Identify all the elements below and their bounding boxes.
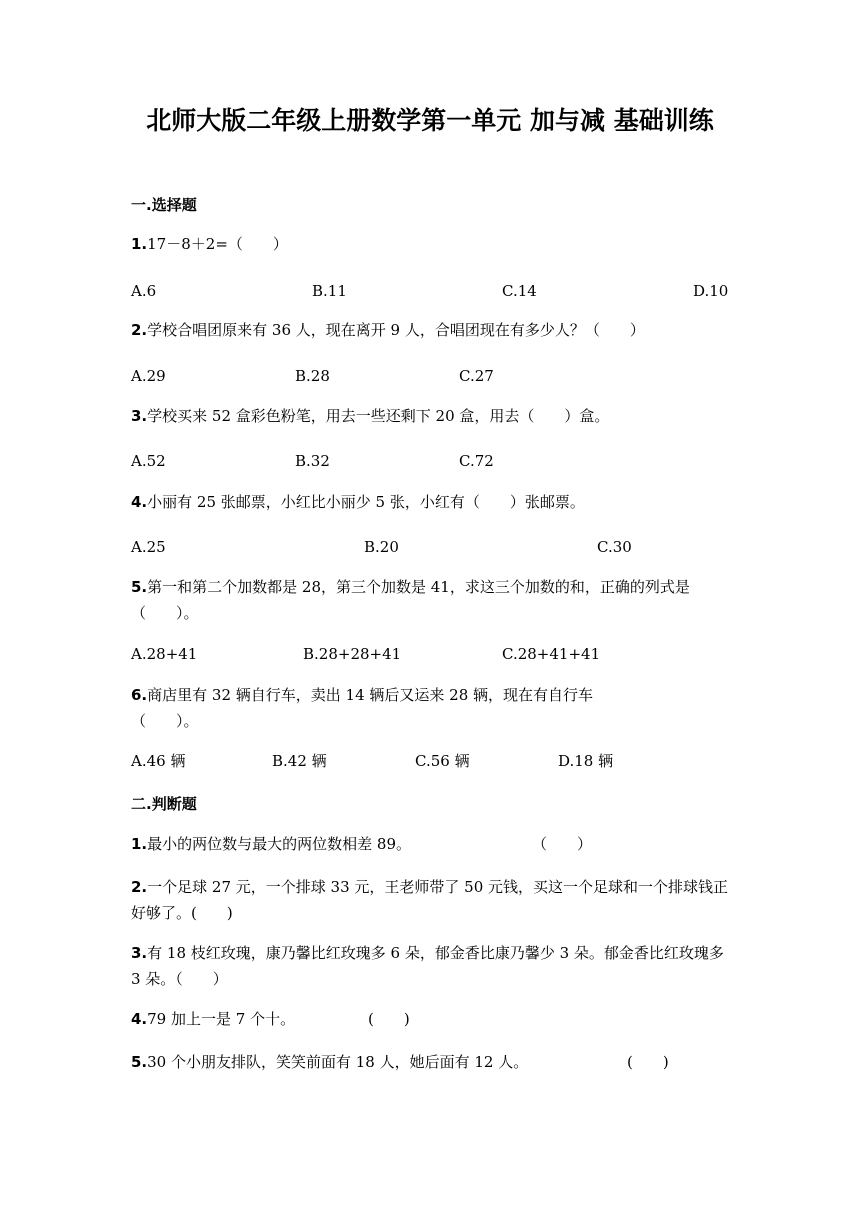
question-text: 学校买来 52 盒彩色粉笔，用去一些还剩下 20 盒，用去（ ）盒。 [147,407,610,425]
section-heading-judge: 二.判断题 [131,795,197,813]
question-number: 2. [131,878,148,896]
option-c: C.30 [597,538,632,556]
option-a: A.29 [131,367,166,385]
option-a: A.28+41 [131,645,198,663]
option-a: A.46 辆 [131,752,186,770]
choice-question-5 [131,574,731,626]
question-text: 79 加上一是 7 个十。 [147,1010,296,1028]
option-b: B.32 [295,452,330,470]
option-a: A.6 [131,282,157,300]
option-a: A.52 [131,452,166,470]
question-text: 商店里有 32 辆自行车，卖出 14 辆后又运来 28 辆，现在有自行车（ ）。 [131,686,594,730]
question-text: 小丽有 25 张邮票，小红比小丽少 5 张，小红有（ ）张邮票。 [147,493,585,511]
option-a: A.25 [131,538,166,556]
question-text: 17－8＋2=（ ） [147,235,288,253]
option-c: C.56 辆 [415,752,470,770]
question-number: 3. [131,944,148,962]
answer-blank: ( ) [627,1053,669,1071]
question-text: 第一和第二个加数都是 28，第三个加数是 41，求这三个加数的和，正确的列式是（ ）。 [131,578,690,622]
judge-question-3 [131,940,731,992]
option-c: C.27 [459,367,494,385]
option-c: C.72 [459,452,494,470]
question-number: 1. [131,835,148,853]
choice-question-4 [131,489,731,515]
question-number: 5. [131,1053,148,1071]
option-c: C.28+41+41 [502,645,601,663]
choice-question-2 [131,317,731,343]
question-text: 学校合唱团原来有 36 人，现在离开 9 人，合唱团现在有多少人？（ ） [147,321,645,339]
option-b: B.42 辆 [272,752,327,770]
section-heading-choice: 一.选择题 [131,196,197,214]
option-c: C.14 [502,282,537,300]
question-number: 2. [131,321,148,339]
answer-blank: （ ） [532,835,593,853]
judge-question-2 [131,874,731,926]
question-text: 30 个小朋友排队，笑笑前面有 18 人，她后面有 12 人。 [147,1053,529,1071]
question-text: 最小的两位数与最大的两位数相差 89。 [147,835,411,853]
question-number: 4. [131,1010,148,1028]
page-title: 北师大版二年级上册数学第一单元 加与减 基础训练 [146,106,714,135]
answer-blank: ( ) [368,1010,410,1028]
question-number: 3. [131,407,148,425]
option-b: B.28+28+41 [303,645,402,663]
question-number: 5. [131,578,148,596]
choice-question-1 [131,231,731,257]
option-b: B.20 [364,538,399,556]
question-number: 4. [131,493,148,511]
question-text: 有 18 枝红玫瑰，康乃馨比红玫瑰多 6 朵，郁金香比康乃馨少 3 朵。郁金香比红玫瑰多 3 朵。（ ） [131,944,724,988]
question-text: 一个足球 27 元，一个排球 33 元，王老师带了 50 元钱，买这一个足球和一个排球钱正好够了。( ) [131,878,729,922]
option-b: B.28 [295,367,330,385]
option-b: B.11 [312,282,347,300]
option-d: D.18 辆 [558,752,614,770]
choice-question-6 [131,682,651,734]
question-number: 1. [131,235,148,253]
choice-question-3 [131,403,731,429]
judge-question-4 [131,1006,731,1032]
judge-question-1 [131,831,731,857]
option-d: D.10 [693,282,729,300]
question-number: 6. [131,686,148,704]
